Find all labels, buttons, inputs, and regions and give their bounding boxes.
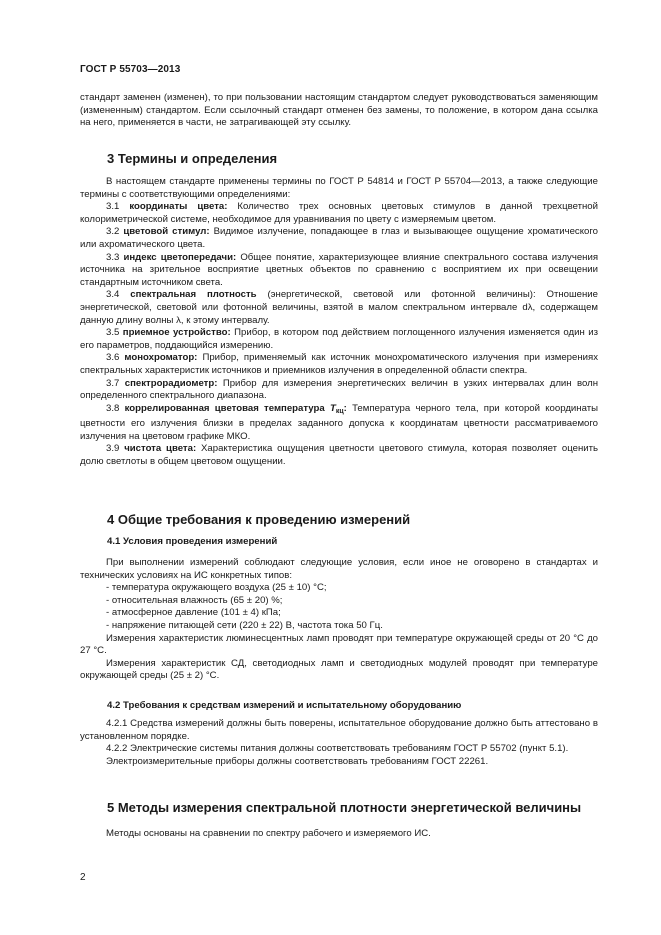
- page-number: 2: [80, 872, 86, 883]
- subsection-4-2-title: 4.2 Требования к средствам измерений и испытательному оборудованию: [107, 700, 462, 711]
- section-5-body: [80, 828, 598, 841]
- intro-paragraph: [80, 92, 598, 130]
- intro-text: стандарт заменен (изменен), то при пользовании настоящим стандартом следует руководствоваться заменяющим (измененным) стандартом. Если ссылочный стандарт отменен без замены, то положение, в котором дана ссылка на него, применяется в части, не затрагивающей эту ссылку.: [80, 92, 598, 129]
- term-3-8: 3.8 коррелированная цветовая температура $T_{кц}$: Температура черного тела, при которой координаты цветности его излучения близки в пределах заданного допуска к координатам цветности рассматриваемого излучения на цветовом графике МКО.: [80, 402, 599, 442]
- para-4-2-2: 4.2.2 Электрические системы питания должны соответствовать требованиям ГОСТ Р 55702 (пункт 5.1).: [106, 743, 569, 755]
- section-5-title: 5 Методы измерения спектральной плотности энергетической величины: [107, 800, 582, 815]
- para-meters: Электроизмерительные приборы должны соответствовать требованиям ГОСТ 22261.: [106, 755, 489, 767]
- section-4-1-body: [80, 557, 598, 683]
- section-4-title: 4 Общие требования к проведению измерений: [107, 512, 411, 527]
- term-3-2: 3.2 цветовой стимул: Видимое излучение, попадающее в глаз и вызывающее ощущение хроматического или ахроматического цвета.: [80, 226, 598, 250]
- term-3-5: 3.5 приемное устройство: Прибор, в котором под действием поглощенного излучения изменяется один из его параметров, поддающийся измерению.: [80, 327, 598, 351]
- term-3-4: 3.4 спектральная плотность (энергетической, световой или фотонной величины): Отношение энергетической, световой или фотонной величины, взятой в малом спектральном интервале dλ, содержащем данную длину волны λ, к этому интервалу.: [80, 289, 599, 326]
- term-3-6: 3.6 монохроматор: Прибор, применяемый как источник монохроматического излучения при измерениях спектральных характеристик источников и приемников излучения в определенной области спектра.: [80, 352, 599, 376]
- term-3-7: 3.7 спектрорадиометр: Прибор для измерения энергетических величин в узких интервалах длин волн определенного спектрального диапазона.: [80, 377, 598, 402]
- section-3-lead: В настоящем стандарте применены термины по ГОСТ Р 54814 и ГОСТ Р 55704—2013, а также следующие термины с соответствующими определениями:: [80, 176, 598, 200]
- term-3-9: 3.9 чистота цвета: Характеристика ощущения цветности цветового стимула, которая позволяет оценить долю светлоты в общем цветовом ощущении.: [80, 443, 598, 468]
- condition-item: - напряжение питающей сети (220 ± 22) В, частота тока 50 Гц.: [106, 619, 383, 631]
- condition-item: - температура окружающего воздуха (25 ± 10) °С;: [106, 582, 327, 594]
- conditions-lead: При выполнении измерений соблюдают следующие условия, если иное не оговорено в стандартах и технических условиях на ИС конкретных типов:: [80, 557, 598, 581]
- section-3-title: 3 Термины и определения: [107, 151, 278, 166]
- condition-item: - атмосферное давление (101 ± 4) кПа;: [106, 607, 281, 619]
- subsection-4-1-title: 4.1 Условия проведения измерений: [107, 536, 278, 547]
- para-4-2-1: 4.2.1 Средства измерений должны быть поверены, испытательное оборудование должно быть аттестовано в установленном порядке.: [80, 718, 598, 742]
- condition-item: - относительная влажность (65 ± 20) %;: [106, 594, 283, 606]
- term-3-1: 3.1 координаты цвета: Количество трех основных цветовых стимулов в данной трехцветной колориметрической системе, необходимое для уравнивания по цвету с измеряемым цветом.: [80, 201, 598, 225]
- led-note: Измерения характеристик СД, светодиодных ламп и светодиодных модулей проводят при температуре окружающей среды (25 ± 2) °С.: [80, 657, 598, 682]
- section-5-text: Методы основаны на сравнении по спектру рабочего и измеряемого ИС.: [106, 828, 431, 839]
- term-3-3: 3.3 индекс цветопередачи: Общее понятие, характеризующее влияние спектрального состава излучения источника на зрительное восприятие цветных объектов по сравнению с восприятием их при освещении стандартным источником света.: [80, 251, 599, 288]
- section-3-body: [80, 176, 598, 469]
- fluorescent-note: Измерения характеристик люминесцентных ламп проводят при температуре окружающей среды от 20 °С до 27 °С.: [80, 632, 598, 657]
- section-4-2-body: [80, 718, 598, 768]
- running-header: ГОСТ Р 55703—2013: [80, 64, 181, 75]
